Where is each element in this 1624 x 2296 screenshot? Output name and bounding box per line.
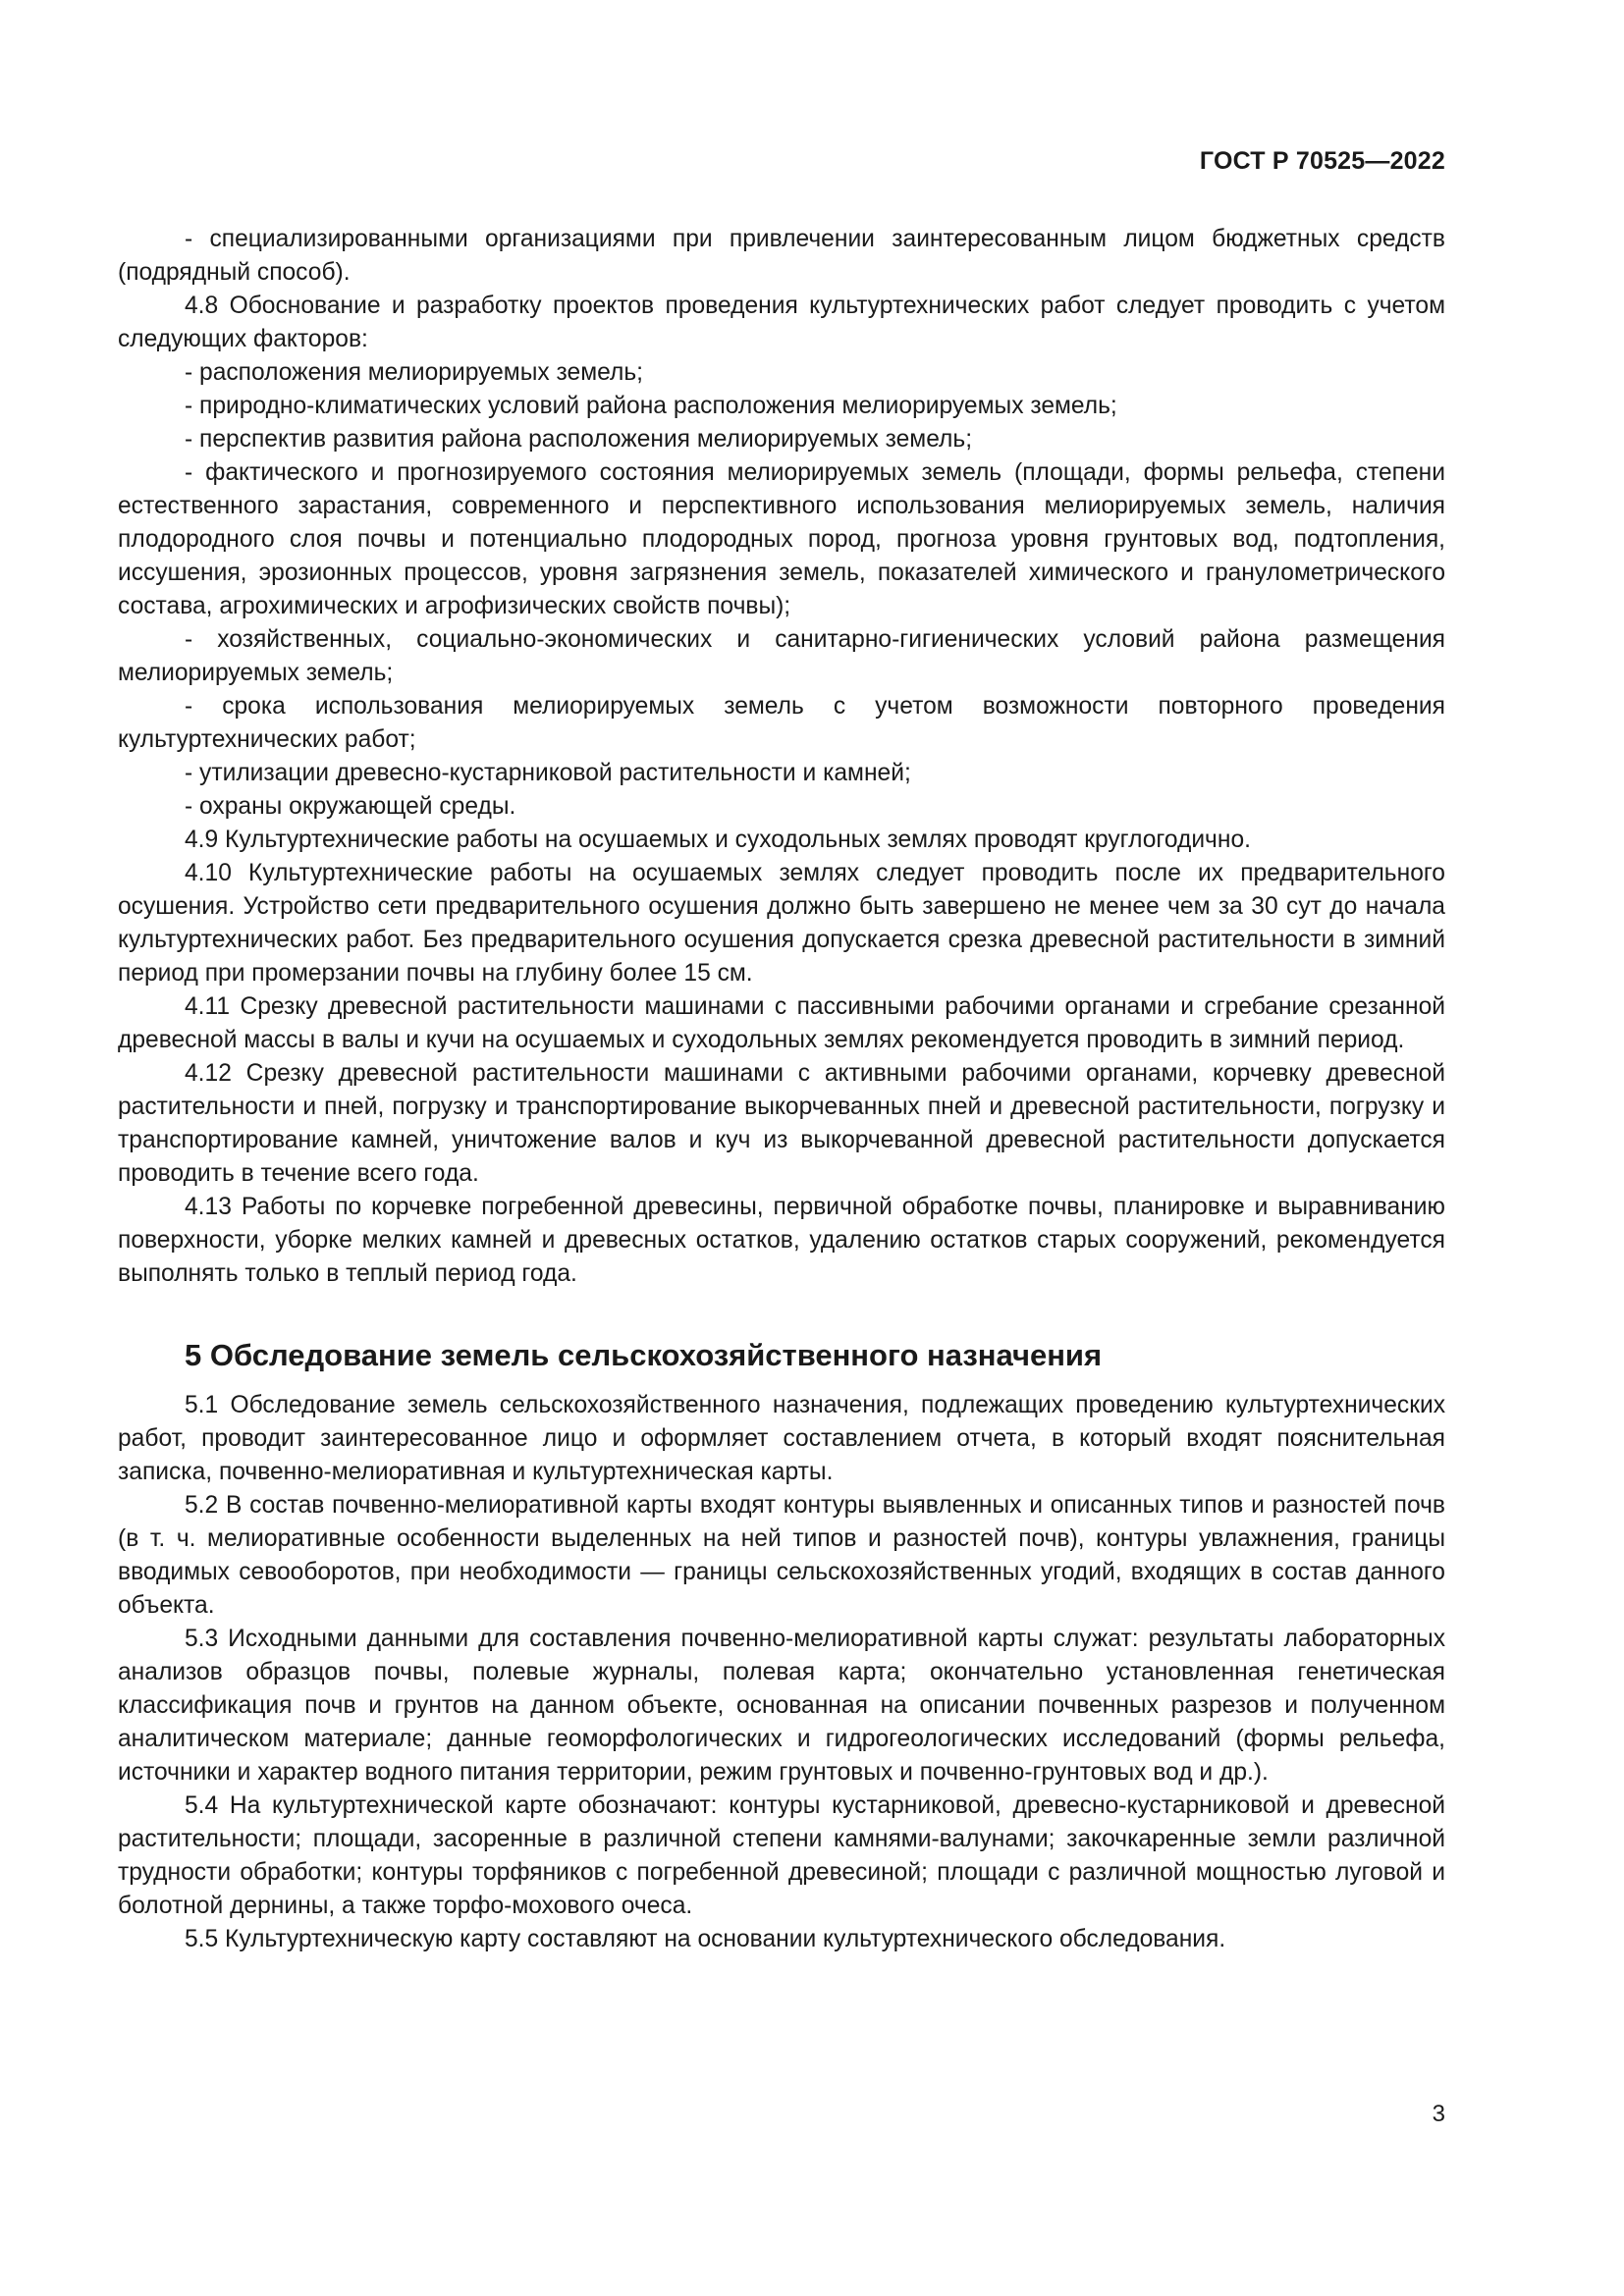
paragraph: 4.13 Работы по корчевке погребенной древесины, первичной обработке почвы, планировке и выравниванию поверхности, уборке мелких камней и древесных остатков, удалению остатков старых сооружений, рекомендуется выполнять только в теплый период года. (118, 1194, 1445, 1287)
paragraph: 5.1 Обследование земель сельскохозяйственного назначения, подлежащих проведению культуртехнических работ, проводит заинтересованное лицо и оформляет составлением отчета, в который входят пояснительная записка, почвенно-мелиоративная и культуртехническая карты. (118, 1392, 1445, 1485)
section-heading: 5 Обследование земель сельскохозяйственного назначения (185, 1338, 1103, 1372)
page-body (118, 223, 1445, 1956)
list-item: - перспектив развития района расположения мелиорируемых земель; (185, 426, 973, 453)
paragraph: - специализированными организациями при привлечении заинтересованным лицом бюджетных средств (подрядный способ). (118, 226, 1445, 286)
list-item: - утилизации древесно-кустарниковой растительности и камней; (185, 760, 911, 786)
paragraph: 5.2 В состав почвенно-мелиоративной карты входят контуры выявленных и описанных типов и разностей почв (в т. ч. мелиоративные особенности выделенных на ней типов и разностей почв), контуры увлажнения, границы вводимых севооборотов, при необходимости — границы сельскохозяйственных угодий, входящих в состав данного объекта. (118, 1492, 1445, 1619)
list-item: - хозяйственных, социально-экономических и санитарно-гигиенических условий района размещения мелиорируемых земель; (118, 626, 1445, 686)
page-number: 3 (1432, 2101, 1445, 2127)
document-code: ГОСТ Р 70525—2022 (1199, 147, 1445, 175)
paragraph: 4.8 Обоснование и разработку проектов проведения культуртехнических работ следует проводить с учетом следующих факторов: (118, 293, 1445, 352)
list-item: - природно-климатических условий района расположения мелиорируемых земель; (185, 393, 1117, 419)
list-item: - охраны окружающей среды. (185, 793, 516, 820)
paragraph: 4.12 Срезку древесной растительности машинами с активными рабочими органами, корчевку древесной растительности и пней, погрузку и транспортирование выкорчеванных пней и древесной растительности, погрузку и транспортирование камней, уничтожение валов и куч из выкорчеванной древесной растительности допускается проводить в течение всего года. (118, 1060, 1445, 1187)
paragraph: 4.10 Культуртехнические работы на осушаемых землях следует проводить после их предварительного осушения. Устройство сети предварительного осушения должно быть завершено не менее чем за 30 сут до начала культуртехнических работ. Без предварительного осушения допускается срезка древесной растительности в зимний период при промерзании почвы на глубину более 15 см. (118, 860, 1445, 987)
paragraph: 4.11 Срезку древесной растительности машинами с пассивными рабочими органами и сгребание срезанной древесной массы в валы и кучи на осушаемых и суходольных землях рекомендуется проводить в зимний период. (118, 993, 1445, 1053)
paragraph: 5.4 На культуртехнической карте обозначают: контуры кустарниковой, древесно-кустарниковой и древесной растительности; площади, засоренные в различной степени камнями-валунами; закочкаренные земли различной трудности обработки; контуры торфяников с погребенной древесиной; площади с различной мощностью луговой и болотной дернины, а также торфо-мохового очеса. (118, 1792, 1445, 1919)
list-item: - фактического и прогнозируемого состояния мелиорируемых земель (площади, формы рельефа, степени естественного зарастания, современного и перспективного использования мелиорируемых земель, наличия плодородного слоя почвы и потенциально плодородных пород, прогноза уровня грунтовых вод, подтопления, иссушения, эрозионных процессов, уровня загрязнения земель, показателей химического и гранулометрического состава, агрохимических и агрофизических свойств почвы); (118, 459, 1445, 619)
paragraph: 4.9 Культуртехнические работы на осушаемых и суходольных землях проводят круглогодично. (185, 827, 1251, 853)
paragraph: 5.3 Исходными данными для составления почвенно-мелиоративной карты служат: результаты лабораторных анализов образцов почвы, полевые журналы, полевая карта; окончательно установленная генетическая классификация почв и грунтов на данном объекте, основанная на описании почвенных разрезов и полученном аналитическом материале; данные геоморфологических и гидрогеологических исследований (формы рельефа, источники и характер водного питания территории, режим грунтовых и почвенно-грунтовых вод и др.). (118, 1626, 1445, 1786)
list-item: - расположения мелиорируемых земель; (185, 359, 643, 386)
list-item: - срока использования мелиорируемых земель с учетом возможности повторного проведения культуртехнических работ; (118, 693, 1445, 753)
paragraph: 5.5 Культуртехническую карту составляют на основании культуртехнического обследования. (185, 1926, 1226, 1952)
